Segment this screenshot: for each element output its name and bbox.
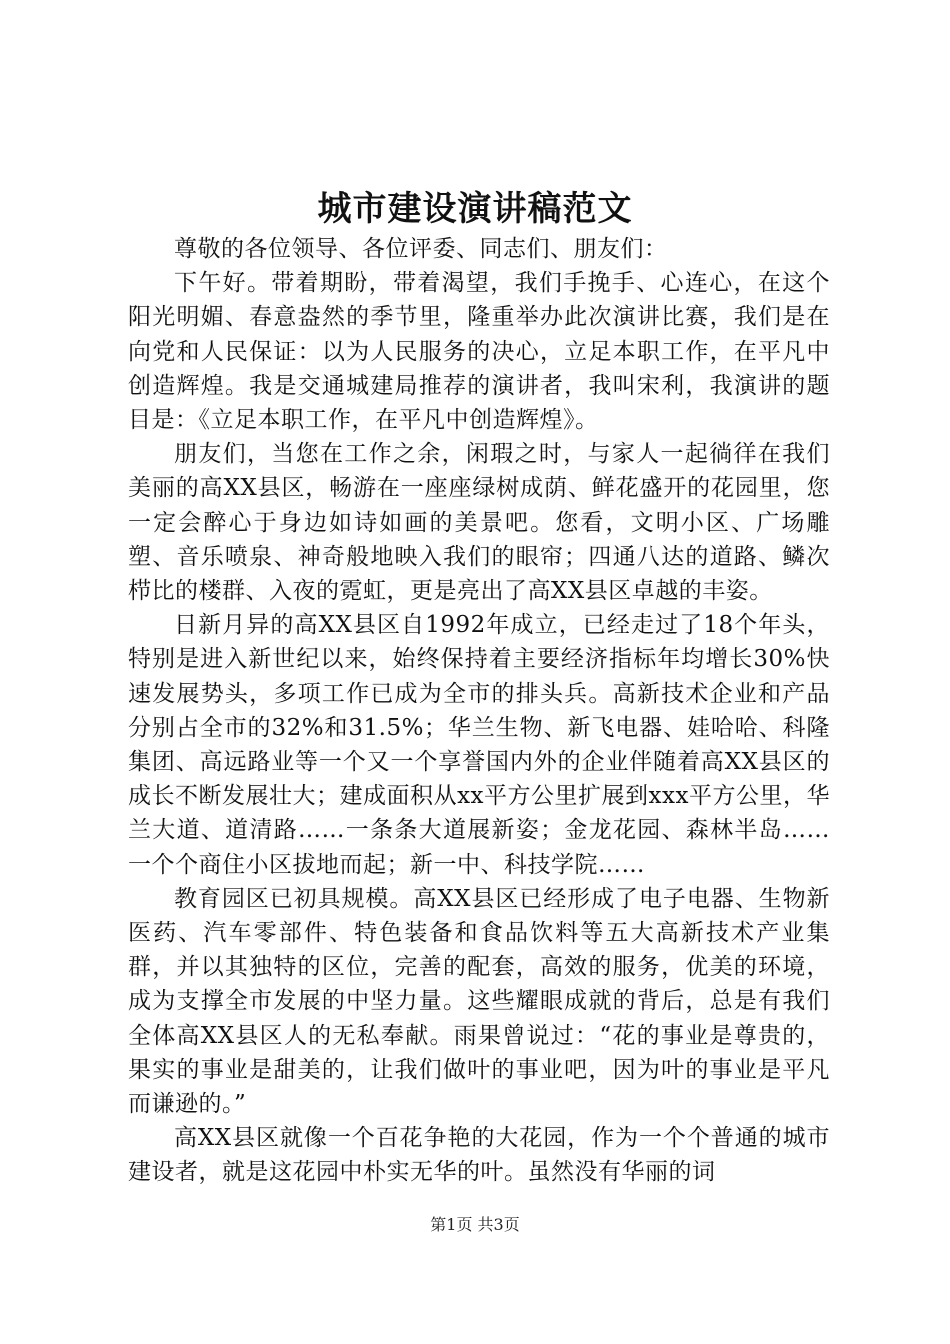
body-paragraph: 教育园区已初具规模。高XX县区已经形成了电子电器、生物新医药、汽车零部件、特色装备和食品饮料等五大高新技术产业集群，并以其独特的区位，完善的配套，高效的服务，优美的环境，成为支撑全市发展的中坚力量。这些耀眼成就的背后，总是有我们全体高XX县区人的无私奉献。雨果曾说过：“花的事业是尊贵的，果实的事业是甜美的，让我们做叶的事业吧，因为叶的事业是平凡而谦逊的。” (128, 885, 830, 1118)
salutation-paragraph: 尊敬的各位领导、各位评委、同志们、朋友们： (174, 236, 668, 262)
document-body (128, 232, 830, 1190)
body-paragraph: 朋友们，当您在工作之余，闲瑕之时，与家人一起徜徉在我们美丽的高XX县区，畅游在一座座绿树成荫、鲜花盛开的花园里，您一定会醉心于身边如诗如画的美景吧。您看，文明小区、广场雕塑、音乐喷泉、神奇般地映入我们的眼帘；四通八达的道路、鳞次栉比的楼群、入夜的霓虹，更是亮出了高XX县区卓越的丰姿。 (128, 441, 830, 605)
body-paragraph: 高XX县区就像一个百花争艳的大花园，作为一个个普通的城市建设者，就是这花园中朴实无华的叶。虽然没有华丽的词 (128, 1125, 830, 1186)
page-number-footer: 第1页 共3页 (430, 1215, 520, 1234)
body-paragraph: 日新月异的高XX县区自1992年成立，已经走过了18个年头，特别是进入新世纪以来，始终保持着主要经济指标年均增长30%快速发展势头，多项工作已成为全市的排头兵。高新技术企业和产品分别占全市的32%和31.5%；华兰生物、新飞电器、娃哈哈、科隆集团、高远路业等一个又一个享誉国内外的企业伴随着高XX县区的成长不断发展壮大；建成面积从xx平方公里扩展到xxx平方公里，华兰大道、道清路……一条条大道展新姿；金龙花园、森林半岛……一个个商住小区拔地而起；新一中、科技学院…… (128, 612, 830, 878)
document-title: 城市建设演讲稿范文 (317, 189, 633, 229)
body-paragraph: 下午好。带着期盼，带着渴望，我们手挽手、心连心，在这个阳光明媚、春意盎然的季节里，隆重举办此次演讲比赛，我们是在向党和人民保证：以为人民服务的决心，立足本职工作，在平凡中创造辉煌。我是交通城建局推荐的演讲者，我叫宋利，我演讲的题目是：《立足本职工作，在平凡中创造辉煌》。 (128, 270, 830, 434)
